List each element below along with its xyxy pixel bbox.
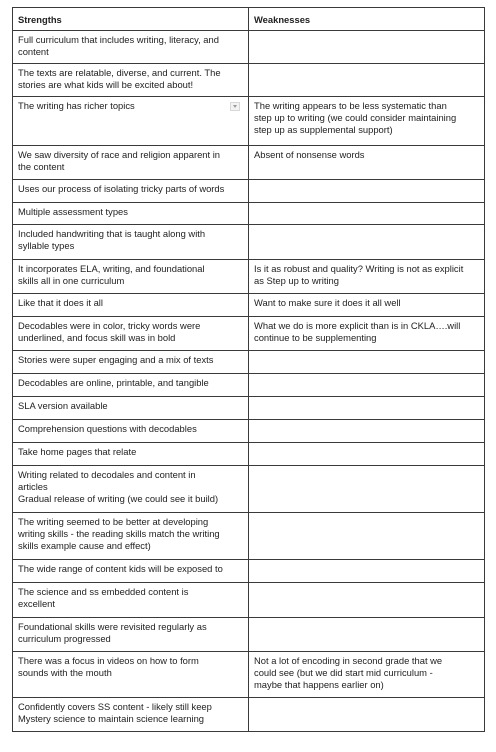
table-row xyxy=(13,260,485,294)
strength-cell[interactable]: Decodables are online, printable, and tangible xyxy=(13,374,249,397)
table-row xyxy=(13,513,485,560)
weakness-cell[interactable] xyxy=(249,443,485,466)
strength-cell[interactable]: Included handwriting that is taught along with syllable types xyxy=(13,225,249,260)
table-row xyxy=(13,583,485,618)
weakness-cell[interactable]: The writing appears to be less systematic than step up to writing (we could consider maintaining step up as supplemental support) xyxy=(249,97,485,146)
weakness-cell[interactable]: Absent of nonsense words xyxy=(249,146,485,180)
weakness-cell[interactable] xyxy=(249,420,485,443)
strength-cell[interactable]: Foundational skills were revisited regularly as curriculum progressed xyxy=(13,618,249,652)
weakness-cell[interactable] xyxy=(249,31,485,64)
table-row xyxy=(13,225,485,260)
table-row xyxy=(13,443,485,466)
table-row xyxy=(13,652,485,698)
strengths-header: Strengths xyxy=(13,8,249,31)
strength-cell[interactable]: SLA version available xyxy=(13,397,249,420)
table-row xyxy=(13,203,485,225)
strength-cell[interactable]: The wide range of content kids will be exposed to xyxy=(13,560,249,583)
strength-cell[interactable]: Confidently covers SS content - likely still keep Mystery science to maintain science learning xyxy=(13,698,249,732)
weakness-cell[interactable] xyxy=(249,351,485,374)
table-row xyxy=(13,618,485,652)
weakness-cell[interactable]: Not a lot of encoding in second grade that we could see (but we did start mid curriculum - maybe that happens earlier on) xyxy=(249,652,485,698)
table-row xyxy=(13,64,485,97)
table-row xyxy=(13,466,485,513)
strength-cell[interactable]: Uses our process of isolating tricky parts of words xyxy=(13,180,249,203)
strength-cell[interactable]: Like that it does it all xyxy=(13,294,249,317)
weakness-cell[interactable] xyxy=(249,618,485,652)
strength-cell[interactable]: We saw diversity of race and religion apparent in the content xyxy=(13,146,249,180)
strength-cell[interactable]: Multiple assessment types xyxy=(13,203,249,225)
strength-cell[interactable] xyxy=(13,97,249,146)
weakness-cell[interactable] xyxy=(249,397,485,420)
strength-text: The writing has richer topics xyxy=(18,100,135,111)
table-row xyxy=(13,317,485,351)
strength-cell[interactable]: The writing seemed to be better at developing writing skills - the reading skills match the writing skills example cause and effect) xyxy=(13,513,249,560)
weakness-cell[interactable] xyxy=(249,203,485,225)
strength-cell[interactable]: It incorporates ELA, writing, and foundational skills all in one curriculum xyxy=(13,260,249,294)
strength-cell[interactable]: Take home pages that relate xyxy=(13,443,249,466)
weakness-cell[interactable] xyxy=(249,560,485,583)
strengths-weaknesses-table xyxy=(12,7,485,732)
weakness-cell[interactable]: What we do is more explicit than is in CKLA….will continue to be supplementing xyxy=(249,317,485,351)
table-row xyxy=(13,294,485,317)
weakness-cell[interactable] xyxy=(249,64,485,97)
table-row xyxy=(13,698,485,732)
table-row xyxy=(13,397,485,420)
strength-cell[interactable]: Comprehension questions with decodables xyxy=(13,420,249,443)
weaknesses-header: Weaknesses xyxy=(249,8,485,31)
strength-cell[interactable]: Stories were super engaging and a mix of texts xyxy=(13,351,249,374)
weakness-cell[interactable] xyxy=(249,180,485,203)
weakness-cell[interactable] xyxy=(249,698,485,732)
strength-cell[interactable]: There was a focus in videos on how to form sounds with the mouth xyxy=(13,652,249,698)
strength-cell[interactable]: Decodables were in color, tricky words were underlined, and focus skill was in bold xyxy=(13,317,249,351)
weakness-cell[interactable] xyxy=(249,513,485,560)
table-row xyxy=(13,374,485,397)
weakness-cell[interactable]: Is it as robust and quality? Writing is not as explicit as Step up to writing xyxy=(249,260,485,294)
table-row xyxy=(13,351,485,374)
table-row xyxy=(13,560,485,583)
weakness-cell[interactable] xyxy=(249,374,485,397)
weakness-cell[interactable]: Want to make sure it does it all well xyxy=(249,294,485,317)
strength-cell[interactable]: The texts are relatable, diverse, and current. The stories are what kids will be excited about! xyxy=(13,64,249,97)
strength-cell[interactable]: Writing related to decodales and content in articles Gradual release of writing (we could see it build) xyxy=(13,466,249,513)
strength-cell[interactable]: The science and ss embedded content is excellent xyxy=(13,583,249,618)
strength-cell[interactable]: Full curriculum that includes writing, literacy, and content xyxy=(13,31,249,64)
weakness-cell[interactable] xyxy=(249,466,485,513)
weakness-cell[interactable] xyxy=(249,583,485,618)
table-row xyxy=(13,420,485,443)
table-row xyxy=(13,180,485,203)
cell-dropdown-icon[interactable] xyxy=(230,102,240,111)
table-row xyxy=(13,146,485,180)
table-row xyxy=(13,97,485,146)
weakness-cell[interactable] xyxy=(249,225,485,260)
header-row xyxy=(13,8,485,31)
table-row xyxy=(13,31,485,64)
